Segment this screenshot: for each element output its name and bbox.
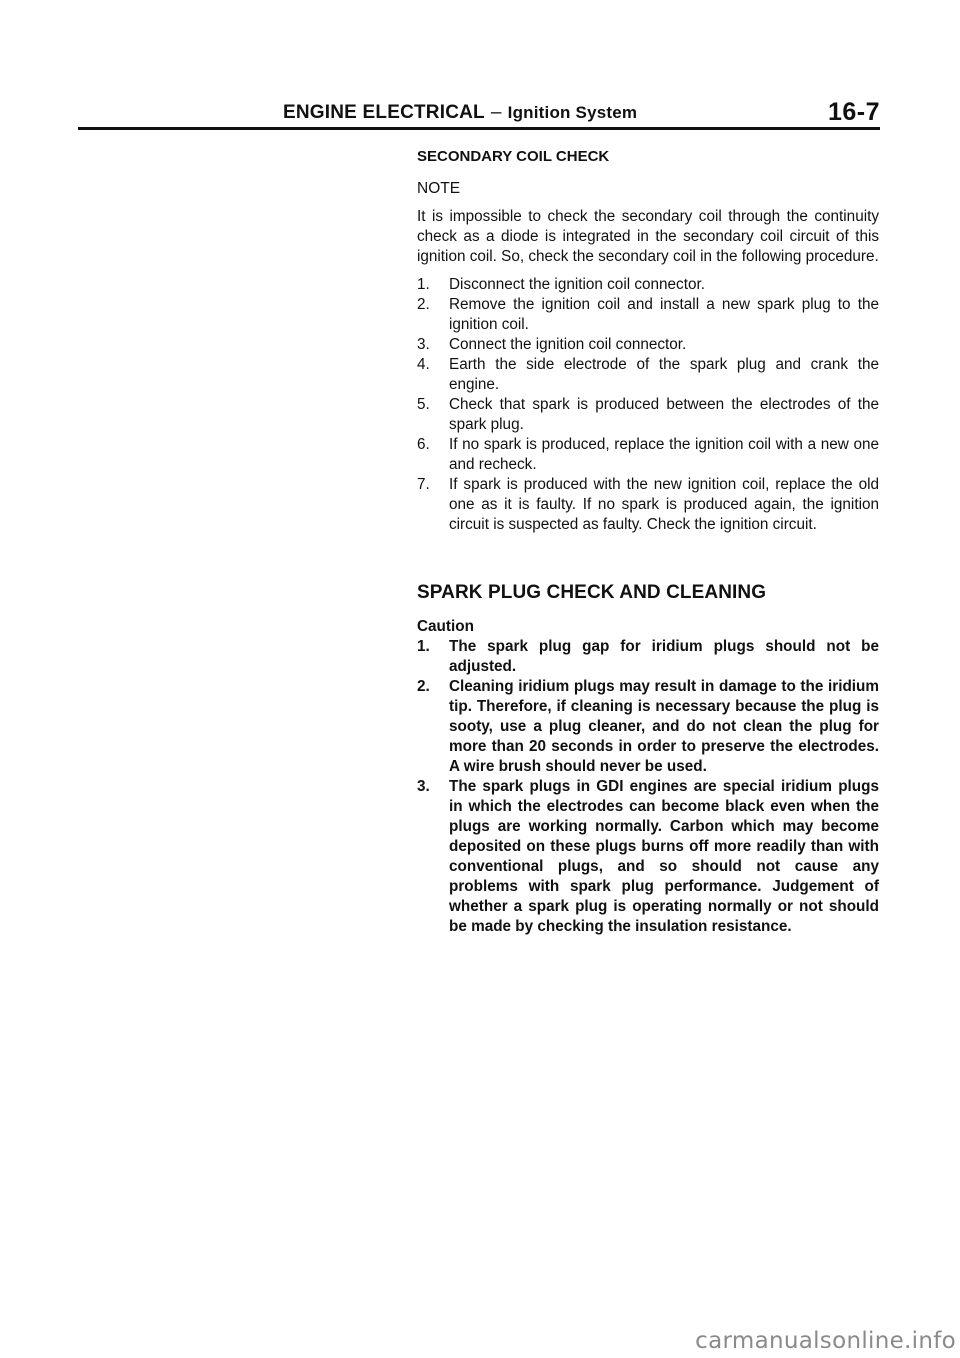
- list-item: [417, 295, 879, 335]
- secondary-coil-heading: SECONDARY COIL CHECK: [417, 148, 610, 165]
- list-item: [417, 677, 879, 777]
- caution-label: Caution: [417, 618, 474, 635]
- step-number: 2.: [417, 296, 430, 313]
- spark-plug-heading: SPARK PLUG CHECK AND CLEANING: [417, 582, 767, 603]
- caution-text: The spark plugs in GDI engines are special iridium plugs in which the electrodes can become black even when the plugs are working normally. Carbon which may become deposited on these plugs burns off more readily than with conventional plugs, and so should not cause any problems with spark plug performance. Judgement of whether a spark plug is operating normally or not should be made by checking the insulation resistance.: [449, 778, 879, 935]
- header-subsection: Ignition System: [507, 103, 638, 122]
- step-text: Check that spark is produced between the electrodes of the spark plug.: [449, 396, 879, 433]
- caution-number: 3.: [417, 778, 430, 795]
- step-text: If spark is produced with the new ignition coil, replace the old one as it is faulty. If no spark is produced again, the ignition circuit is suspected as faulty. Check the ignition circuit.: [449, 476, 879, 533]
- watermark: carmanualsonline.info: [695, 1328, 956, 1354]
- secondary-coil-steps: [417, 275, 879, 535]
- caution-number: 2.: [417, 678, 430, 695]
- note-text: It is impossible to check the secondary coil through the continuity check as a diode is integrated in the secondary coil circuit of this ignition coil. So, check the secondary coil in the following procedure.: [417, 208, 879, 265]
- header-dash: –: [490, 102, 502, 123]
- caution-number: 1.: [417, 638, 430, 655]
- step-number: 1.: [417, 276, 430, 293]
- list-item: [417, 275, 879, 295]
- step-text: Connect the ignition coil connector.: [449, 336, 687, 353]
- list-item: [417, 395, 879, 435]
- header-title: [283, 102, 637, 124]
- page-header: [78, 100, 880, 130]
- page-content: [417, 143, 879, 937]
- list-item: [417, 475, 879, 535]
- step-text: Remove the ignition coil and install a new spark plug to the ignition coil.: [449, 296, 879, 333]
- step-number: 7.: [417, 476, 430, 493]
- step-number: 4.: [417, 356, 430, 373]
- step-text: Earth the side electrode of the spark plug and crank the engine.: [449, 356, 879, 393]
- list-item: [417, 637, 879, 677]
- list-item: [417, 435, 879, 475]
- step-number: 6.: [417, 436, 430, 453]
- page-number: 16-7: [827, 98, 880, 126]
- list-item: [417, 335, 879, 355]
- note-label: NOTE: [417, 180, 461, 197]
- caution-text: Cleaning iridium plugs may result in damage to the iridium tip. Therefore, if cleaning is necessary because the plug is sooty, use a plug cleaner, and do not clean the plug for more than 20 seconds in order to preserve the electrodes. A wire brush should never be used.: [449, 678, 879, 775]
- step-number: 5.: [417, 396, 430, 413]
- header-rule: [78, 127, 880, 130]
- caution-text: The spark plug gap for iridium plugs should not be adjusted.: [449, 638, 879, 675]
- list-item: [417, 777, 879, 937]
- caution-list: [417, 637, 879, 937]
- step-number: 3.: [417, 336, 430, 353]
- header-section: ENGINE ELECTRICAL: [283, 102, 485, 123]
- list-item: [417, 355, 879, 395]
- step-text: If no spark is produced, replace the ignition coil with a new one and recheck.: [449, 436, 879, 473]
- step-text: Disconnect the ignition coil connector.: [449, 276, 705, 293]
